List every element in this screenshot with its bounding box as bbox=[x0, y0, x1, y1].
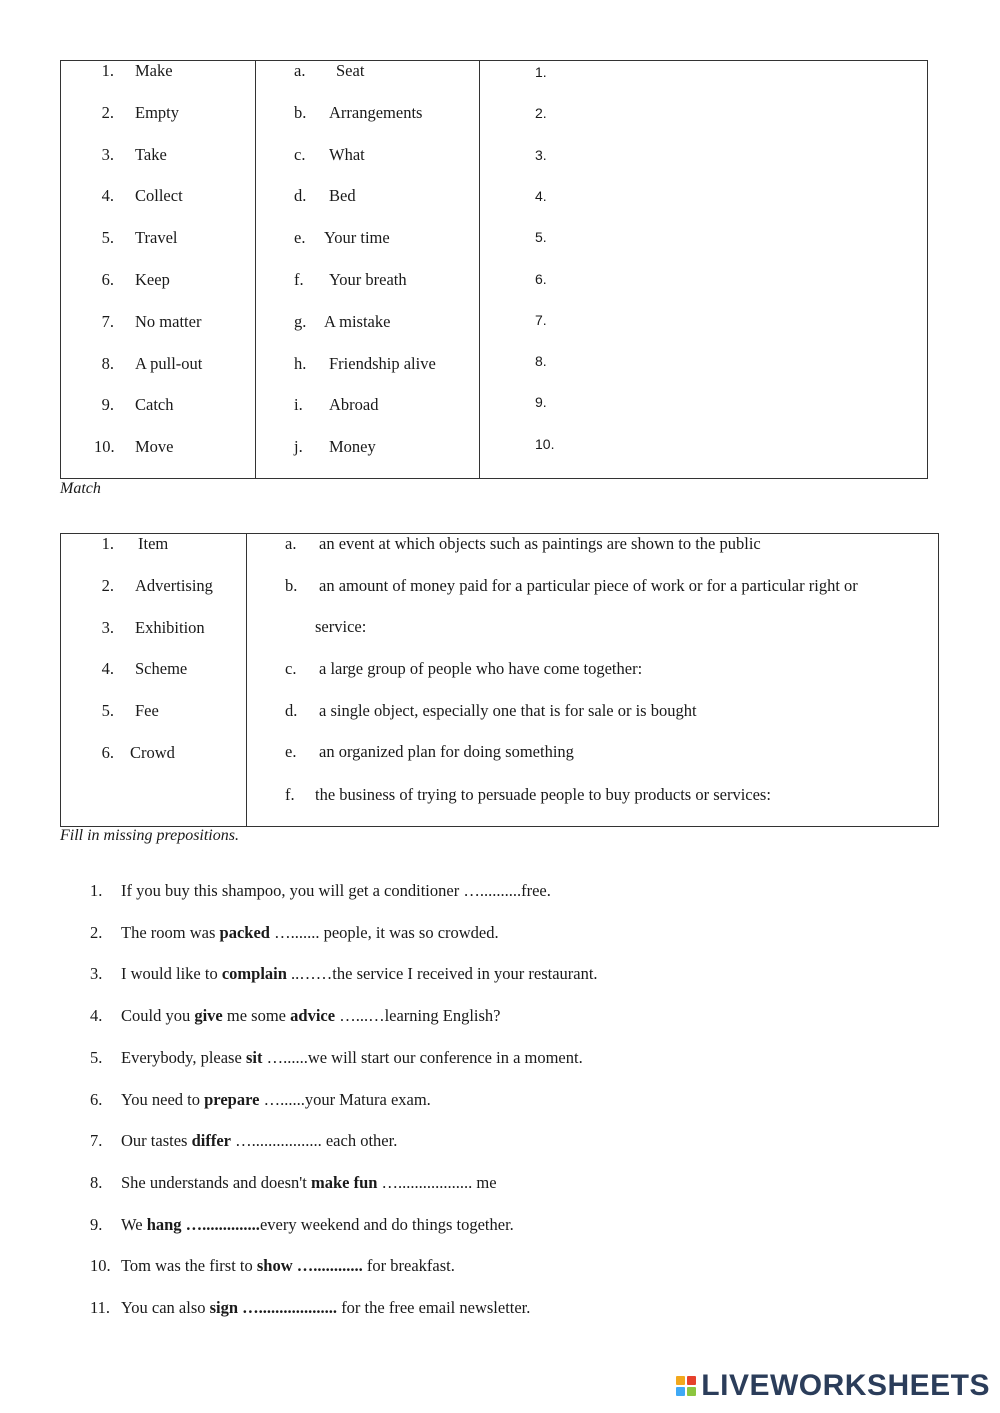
answer-slot-number: 3. bbox=[535, 146, 547, 163]
sentence-number: 11. bbox=[90, 1298, 111, 1317]
keyword: packed bbox=[219, 922, 270, 942]
definition-letter: e. bbox=[285, 742, 297, 761]
definition-text: an amount of money paid for a particular piece of work or for a particular right or bbox=[319, 576, 858, 595]
term-word: Item bbox=[138, 534, 169, 553]
option-phrase: A mistake bbox=[324, 311, 391, 331]
term-word: Crowd bbox=[130, 743, 175, 762]
sentence-text: me some bbox=[222, 1006, 291, 1026]
term-number: 4. bbox=[101, 659, 114, 679]
keyword: show …............ bbox=[256, 1256, 363, 1276]
definition-text: a single object, especially one that is for sale or is bought bbox=[319, 701, 697, 720]
definition-letter: a. bbox=[285, 534, 297, 553]
term-word: Exhibition bbox=[135, 617, 205, 637]
sentence-item bbox=[90, 1173, 497, 1193]
sentence-item bbox=[90, 1215, 514, 1235]
item-word: Move bbox=[135, 437, 174, 457]
table1-divider-1 bbox=[255, 60, 256, 479]
term-number: 6. bbox=[101, 743, 114, 762]
sentence-item bbox=[90, 1298, 530, 1318]
option-letter: c. bbox=[294, 144, 306, 164]
sentence-text: every weekend and do things together. bbox=[259, 1214, 514, 1234]
term-word: Scheme bbox=[135, 659, 188, 679]
item-number: 10. bbox=[94, 437, 115, 457]
item-word: Empty bbox=[135, 102, 179, 122]
sentence-text: ..……the service I received in your restaurant. bbox=[286, 964, 598, 984]
sentence-number: 3. bbox=[90, 964, 103, 984]
sentence-number: 2. bbox=[90, 922, 103, 942]
sentence-number: 7. bbox=[90, 1131, 103, 1151]
answer-slot-number: 7. bbox=[535, 311, 547, 328]
item-word: A pull-out bbox=[135, 353, 203, 373]
definition-letter: d. bbox=[285, 701, 298, 720]
logo-squares-icon bbox=[676, 1376, 696, 1396]
sentence-text: for the free email newsletter. bbox=[337, 1298, 531, 1317]
option-phrase: Bed bbox=[329, 186, 356, 206]
sentence-text: for breakfast. bbox=[362, 1256, 455, 1276]
option-letter: i. bbox=[294, 395, 303, 415]
answer-slot-number: 4. bbox=[535, 187, 547, 204]
definition-text: the business of trying to persuade people to buy products or services: bbox=[315, 785, 771, 804]
sentence-item bbox=[90, 1090, 431, 1110]
answer-slot-number: 8. bbox=[535, 353, 547, 370]
item-word: Take bbox=[135, 144, 167, 164]
definition-text: an event at which objects such as paintings are shown to the public bbox=[319, 534, 761, 553]
sentence-text: You can also bbox=[121, 1298, 210, 1317]
answer-slot-number: 2. bbox=[535, 105, 547, 122]
definition-letter: b. bbox=[285, 576, 298, 595]
term-number: 5. bbox=[101, 701, 114, 721]
option-letter: b. bbox=[294, 102, 307, 122]
sentence-text: You need to bbox=[121, 1089, 205, 1109]
sentence-text: If you buy this shampoo, you will get a conditioner …..........free. bbox=[121, 881, 551, 900]
term-number: 3. bbox=[101, 617, 114, 637]
sentence-number: 1. bbox=[90, 881, 103, 900]
prepositions-caption: Fill in missing prepositions. bbox=[60, 827, 239, 844]
answer-slot-number: 9. bbox=[535, 394, 547, 411]
sentence-text: She understands and doesn't bbox=[121, 1172, 311, 1192]
item-number: 6. bbox=[101, 270, 114, 289]
option-letter: h. bbox=[294, 353, 307, 373]
answer-slot-number: 1. bbox=[535, 64, 547, 80]
item-number: 9. bbox=[101, 395, 114, 415]
table2-divider bbox=[246, 533, 247, 827]
keyword: sit bbox=[245, 1047, 263, 1067]
sentence-text: …...…learning English? bbox=[335, 1006, 501, 1026]
answer-slot-number: 5. bbox=[535, 229, 547, 246]
term-word: Advertising bbox=[135, 575, 213, 595]
option-phrase: Your breath bbox=[329, 270, 407, 289]
sentence-text: …................. each other. bbox=[230, 1131, 398, 1151]
sentence-number: 9. bbox=[90, 1214, 103, 1234]
option-letter: f. bbox=[294, 270, 304, 289]
match-caption: Match bbox=[60, 480, 101, 497]
sentence-text: Everybody, please bbox=[121, 1047, 246, 1067]
sentence-text: ….................. me bbox=[377, 1172, 497, 1192]
option-phrase: Money bbox=[329, 437, 376, 457]
sentence-item bbox=[90, 1256, 455, 1276]
item-word: Make bbox=[135, 61, 173, 80]
option-phrase: Your time bbox=[324, 228, 390, 248]
keyword: make fun bbox=[310, 1172, 378, 1192]
item-number: 8. bbox=[101, 353, 114, 373]
term-word: Fee bbox=[135, 701, 159, 721]
item-number: 3. bbox=[101, 144, 114, 164]
answer-slot-number: 6. bbox=[535, 270, 547, 287]
item-word: No matter bbox=[135, 311, 202, 331]
item-word: Keep bbox=[135, 270, 170, 289]
sentence-item bbox=[90, 1048, 583, 1068]
table1-divider-2 bbox=[479, 60, 480, 479]
liveworksheets-logo bbox=[676, 1369, 990, 1403]
keyword: advice bbox=[290, 1006, 336, 1026]
item-word: Collect bbox=[135, 186, 183, 206]
answer-slot-number: 10. bbox=[535, 435, 555, 452]
sentence-text: Our tastes bbox=[121, 1131, 192, 1151]
match-table-1 bbox=[60, 60, 928, 479]
definition-text: an organized plan for doing something bbox=[319, 742, 574, 761]
sentence-item bbox=[90, 1131, 397, 1151]
option-letter: a. bbox=[294, 61, 306, 80]
sentence-text: …......your Matura exam. bbox=[259, 1089, 431, 1109]
item-number: 5. bbox=[101, 228, 114, 248]
sentence-number: 10. bbox=[90, 1256, 111, 1276]
item-number: 7. bbox=[101, 311, 114, 331]
sentence-number: 6. bbox=[90, 1089, 103, 1109]
sentence-text: The room was bbox=[121, 922, 220, 942]
definition-text: service: bbox=[315, 617, 367, 636]
option-phrase: Seat bbox=[336, 61, 365, 80]
definition-text: a large group of people who have come together: bbox=[319, 659, 643, 678]
option-phrase: Abroad bbox=[329, 395, 379, 415]
option-letter: e. bbox=[294, 228, 306, 248]
sentence-text: Tom was the first to bbox=[121, 1256, 257, 1276]
sentence-text: …......we will start our conference in a moment. bbox=[262, 1047, 583, 1067]
item-word: Travel bbox=[135, 228, 178, 248]
sentence-text: Could you bbox=[121, 1006, 195, 1026]
logo-text: LIVEWORKSHEETS bbox=[701, 1369, 990, 1402]
option-letter: j. bbox=[294, 437, 303, 457]
term-number: 1. bbox=[101, 534, 114, 553]
sentence-item bbox=[90, 923, 499, 943]
option-phrase: Arrangements bbox=[329, 102, 423, 122]
sentence-item bbox=[90, 964, 598, 984]
keyword: complain bbox=[221, 964, 287, 984]
item-number: 2. bbox=[101, 102, 114, 122]
keyword: give bbox=[194, 1006, 223, 1026]
keyword: differ bbox=[191, 1131, 231, 1151]
option-phrase: What bbox=[329, 144, 365, 164]
sentence-number: 5. bbox=[90, 1047, 103, 1067]
definition-letter: c. bbox=[285, 659, 297, 678]
option-letter: g. bbox=[294, 311, 307, 331]
definition-letter: f. bbox=[285, 785, 295, 804]
keyword: sign …................... bbox=[209, 1298, 338, 1317]
option-phrase: Friendship alive bbox=[329, 353, 436, 373]
sentence-number: 8. bbox=[90, 1172, 103, 1192]
keyword: hang ….............. bbox=[146, 1214, 260, 1234]
sentence-text: …....... people, it was so crowded. bbox=[269, 922, 499, 942]
item-number: 1. bbox=[101, 61, 114, 80]
sentence-number: 4. bbox=[90, 1006, 103, 1026]
term-number: 2. bbox=[101, 575, 114, 595]
option-letter: d. bbox=[294, 186, 307, 206]
sentence-item bbox=[90, 1006, 501, 1026]
keyword: prepare bbox=[204, 1089, 260, 1109]
item-number: 4. bbox=[101, 186, 114, 206]
item-word: Catch bbox=[135, 395, 174, 415]
sentence-text: We bbox=[121, 1214, 147, 1234]
sentence-item bbox=[90, 881, 551, 901]
sentence-text: I would like to bbox=[121, 964, 222, 984]
